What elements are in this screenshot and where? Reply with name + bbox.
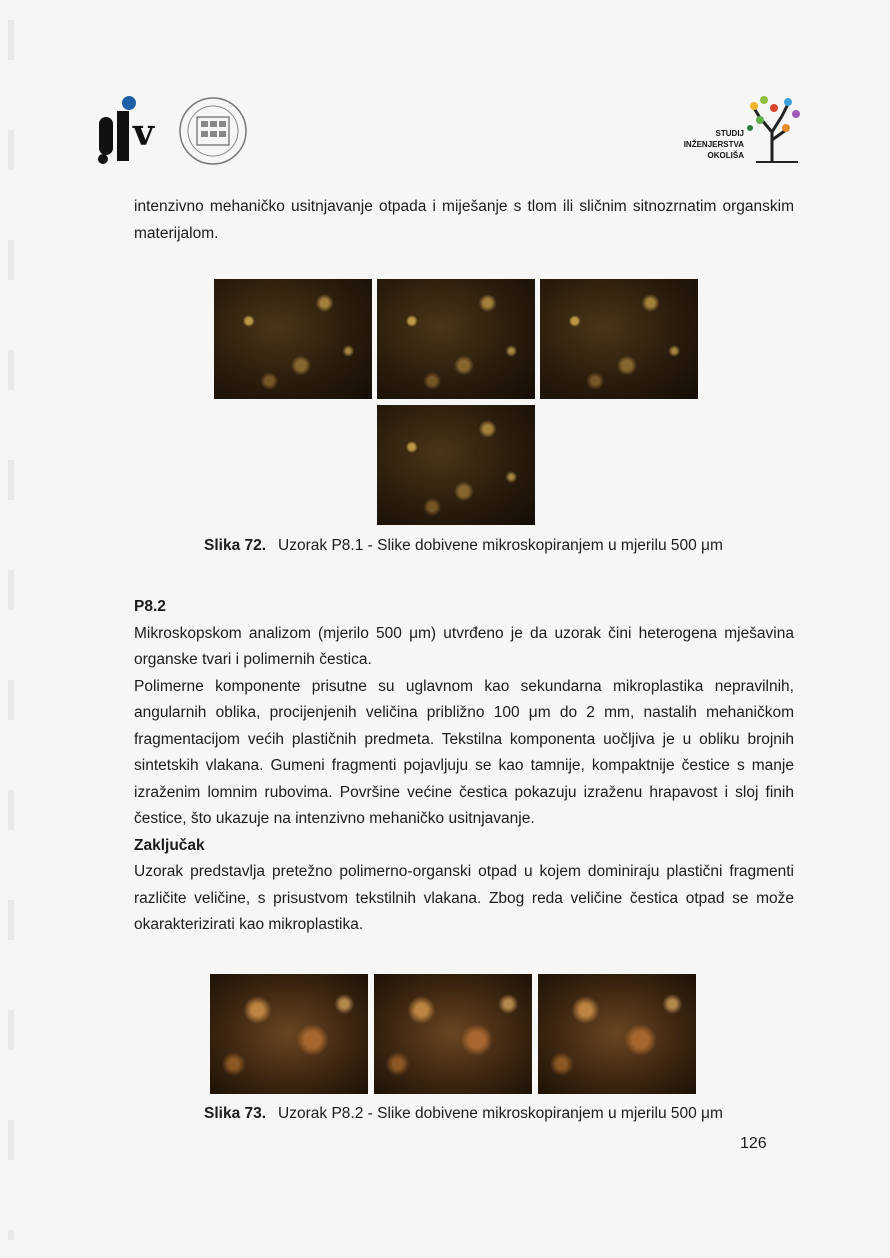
microscopy-photo-5 <box>210 974 368 1094</box>
figure-73-label: Slika 73. <box>204 1105 267 1122</box>
page-number: 126 <box>740 1135 767 1152</box>
microscopy-photo-1 <box>214 279 372 399</box>
scan-edge-artifact <box>8 20 14 1240</box>
page-header <box>0 0 890 200</box>
intro-paragraph <box>134 194 794 247</box>
microscopy-photo-3 <box>540 279 698 399</box>
conclusion-heading: Zaključak <box>134 836 205 854</box>
logo-text-line-3: OKOLIŠA <box>707 151 744 160</box>
section-p82 <box>134 594 794 939</box>
section-paragraph-1: Mikroskopskom analizom (mjerilo 500 μm) utvrđeno je da uzorak čini heterogena mješavina organske tvari i polimernih čestica. <box>134 624 794 668</box>
section-heading: P8.2 <box>134 598 166 615</box>
conclusion-text: Uzorak predstavlja pretežno polimerno-organski otpad u kojem dominiraju plastični fragmenti različite veličine, s prisustvom tekstilnih vlakana. Zbog reda veličine čestica otpad se može okarakterizirati kao mikroplastika. <box>134 863 794 933</box>
microscopy-photo-6 <box>374 974 532 1094</box>
figure-73-caption-text: Uzorak P8.2 - Slike dobivene mikroskopiranjem u mjerilu 500 μm <box>278 1105 723 1122</box>
figure-72-label: Slika 72. <box>204 537 267 554</box>
microscopy-photo-7 <box>538 974 696 1094</box>
svg-text:v: v <box>133 112 154 154</box>
gfv-logo <box>95 95 255 180</box>
figure-72-caption <box>204 536 723 556</box>
section-paragraph-2: Polimerne komponente prisutne su uglavnom kao sekundarna mikroplastika nepravilnih, angularnih oblika, procijenjenih veličina približno 100 μm do 2 mm, nastalih mehaničkom fragmentacijom većih plastičnih predmeta. Tekstilna komponenta uočljiva je u obliku brojnih sintetskih vlakana. Gumeni fragmenti pojavljuju se kao tamnije, kompaktnije čestice s manje izraženim lomnim rubovima. Površine većine čestica pokazuju izraženu hrapavost i sloj finih čestice, što ukazuje na intenzivno mehaničko usitnjavanje. <box>134 677 794 827</box>
intro-text: intenzivno mehaničko usitnjavanje otpada i miješanje s tlom ili sličnim sitnozrnatim organskim materijalom. <box>134 198 794 242</box>
study-program-logo-text <box>664 128 744 161</box>
logo-text-line-1: STUDIJ <box>715 129 744 138</box>
figure-73-caption <box>204 1104 723 1124</box>
microscopy-photo-4 <box>377 405 535 525</box>
tree-logo-icon <box>746 92 808 169</box>
microscopy-photo-2 <box>377 279 535 399</box>
figure-72-caption-text: Uzorak P8.1 - Slike dobivene mikroskopiranjem u mjerilu 500 μm <box>278 537 723 554</box>
logo-text-line-2: INŽENJERSTVA <box>683 140 744 149</box>
